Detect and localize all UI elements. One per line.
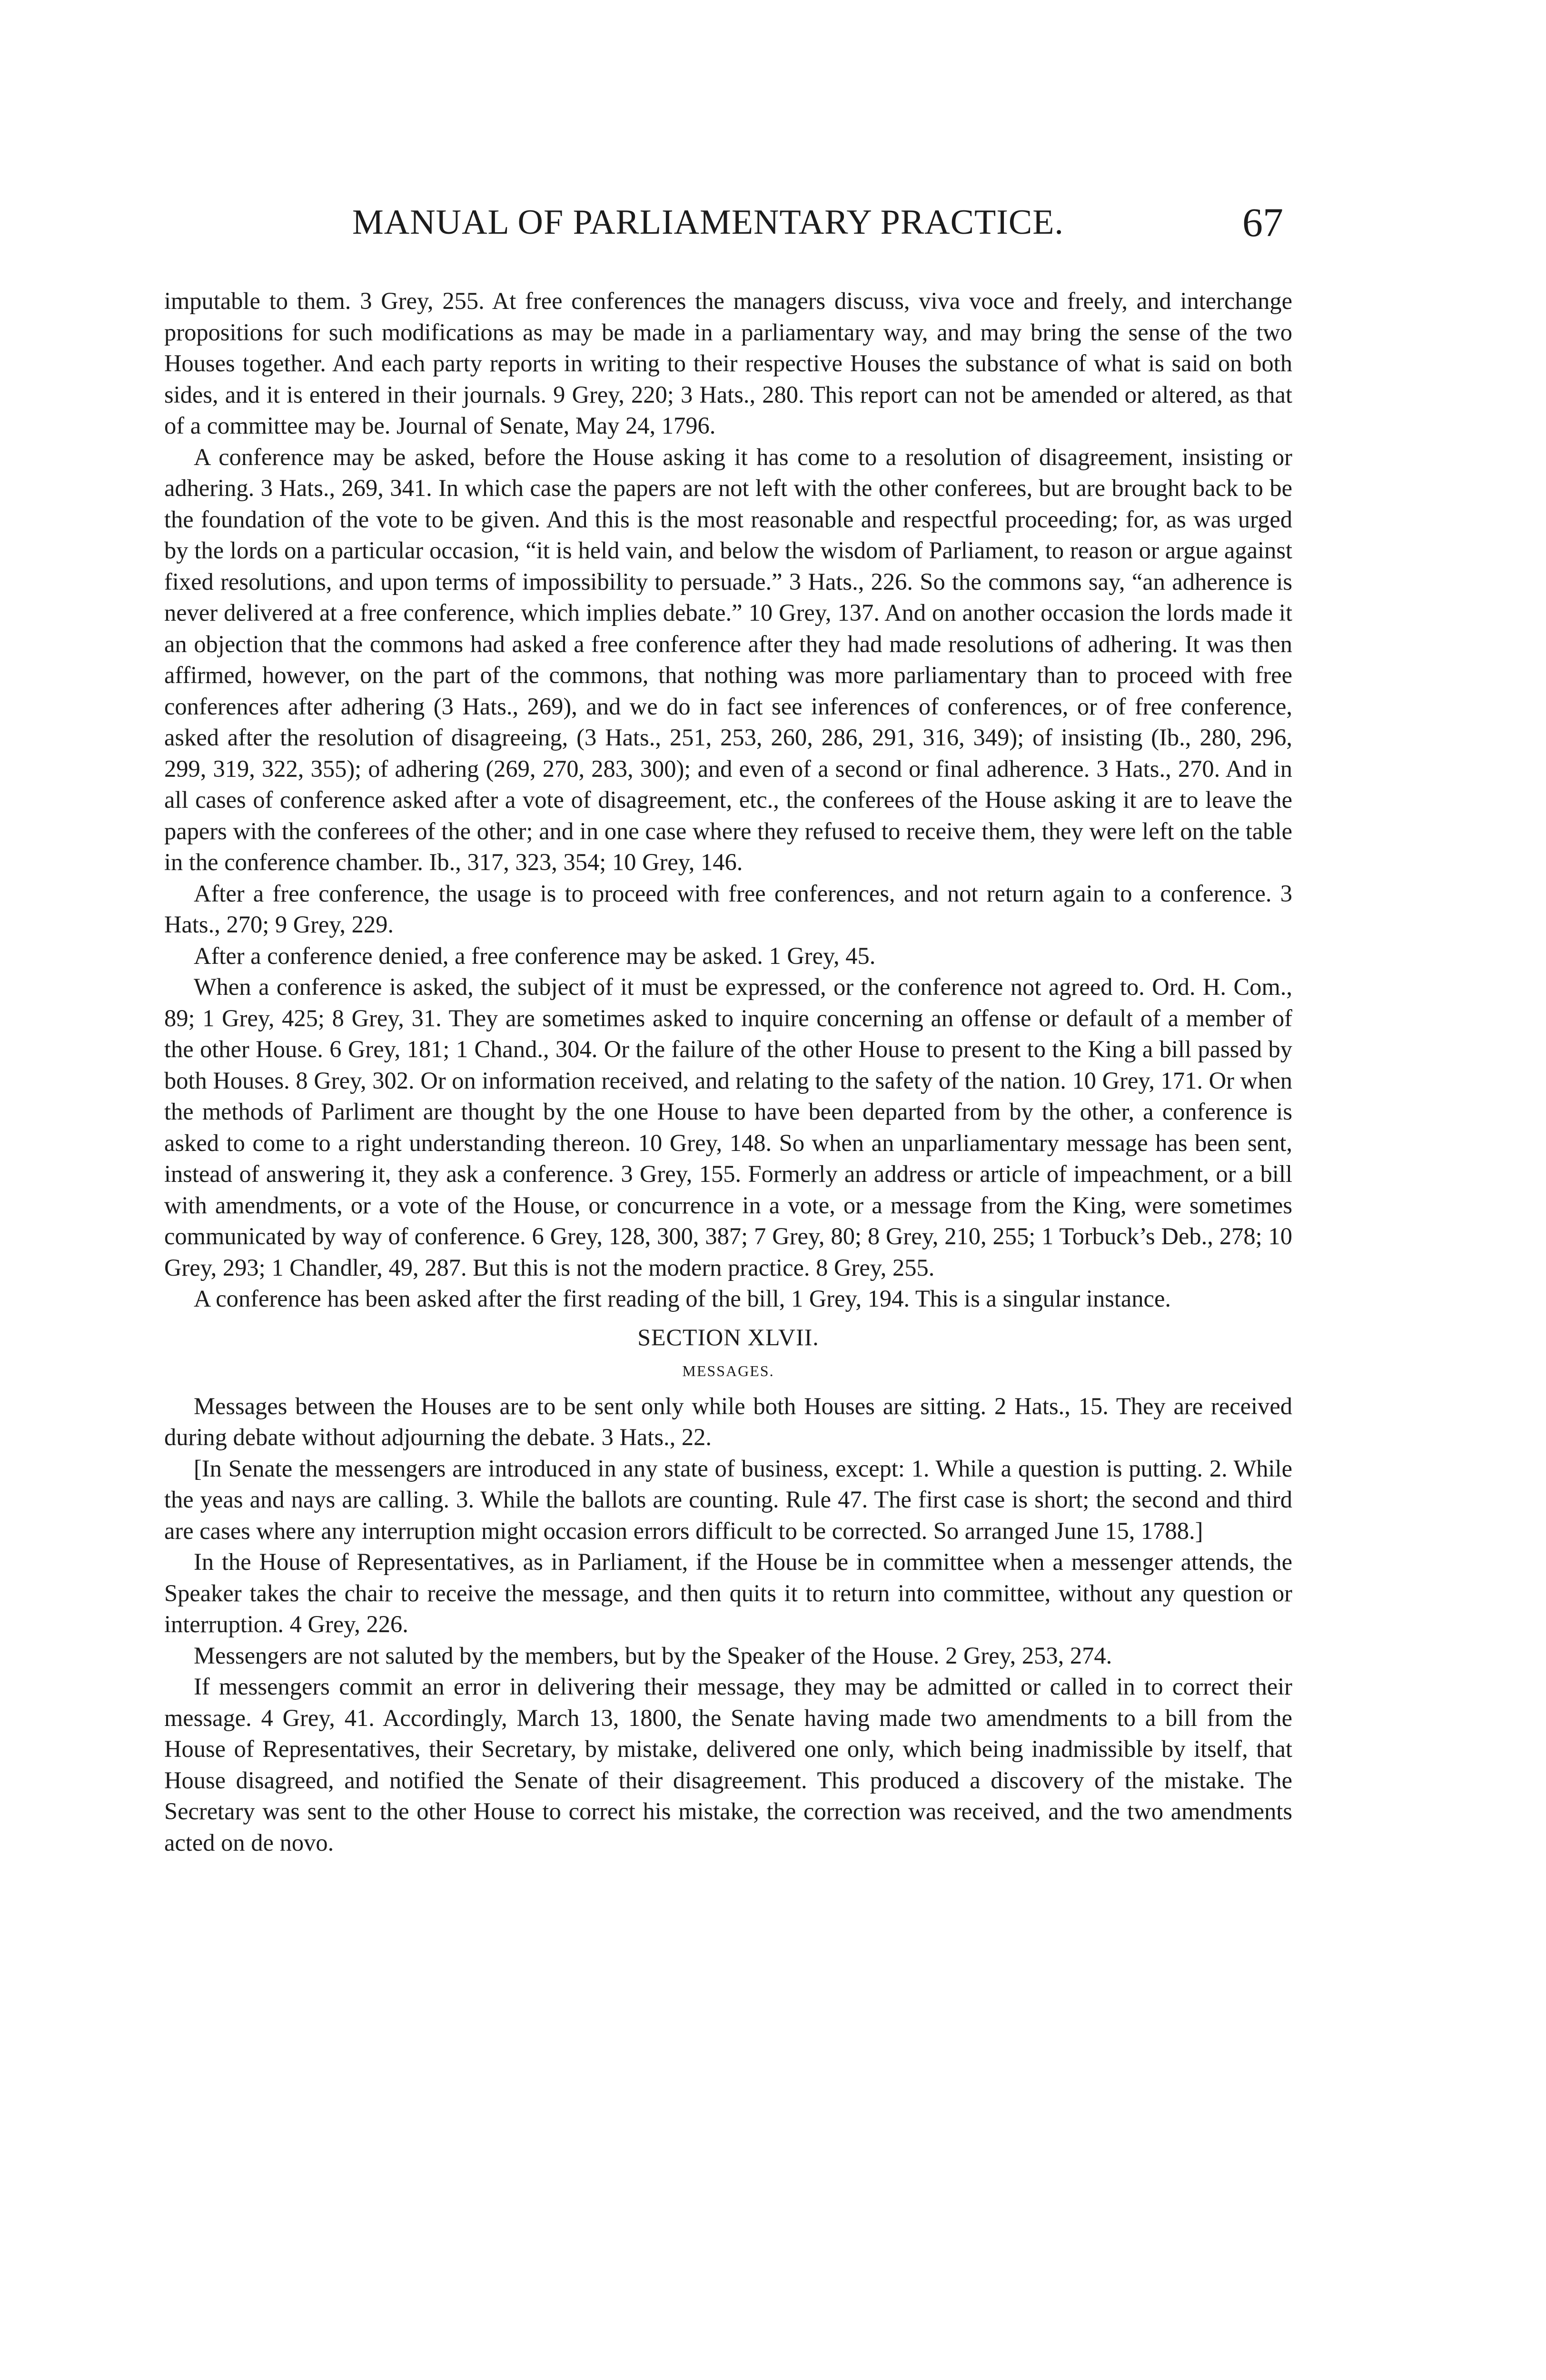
paragraph: Messages between the Houses are to be sent only while both Houses are sitting. 2 Hats., 15. They are received during debate without adjourning the debate. 3 Hats., 22.	[164, 1392, 1292, 1450]
paragraph: After a free conference, the usage is to proceed with free conferences, and not return again to a conference. 3 Hats., 270; 9 Grey, 229.	[164, 880, 1292, 938]
page-number: 67	[1242, 199, 1283, 245]
paragraph: [In Senate the messengers are introduced in any state of business, except: 1. While a question is putting. 2. While the yeas and nays are calling. 3. While the ballots are counting. Rule 47. The first case is short; the second and third are cases where any interruption might occasion errors difficult to be corrected. So arranged June 15, 1788.]	[164, 1455, 1292, 1544]
paragraph: After a conference denied, a free conference may be asked. 1 Grey, 45.	[194, 942, 876, 969]
paragraph: In the House of Representatives, as in Parliament, if the House be in committee when a messenger attends, the Speaker takes the chair to receive the message, and then quits it to return into committee, without any question or interruption. 4 Grey, 226.	[164, 1548, 1292, 1637]
body-text	[164, 286, 1292, 1858]
running-head: MANUAL OF PARLIAMENTARY PRACTICE.	[352, 203, 1064, 242]
page-header	[352, 199, 1304, 259]
section-heading: SECTION XLVII.	[637, 1323, 819, 1350]
paragraph: imputable to them. 3 Grey, 255. At free conferences the managers discuss, viva voce and freely, and interchange propositions for such modifications as may be made in a parliamentary way, and may bring the sense of the two Houses together. And each party reports in writing to their respective Houses the substance of what is said on both sides, and it is entered in their journals. 9 Grey, 220; 3 Hats., 280. This report can not be amended or altered, as that of a committee may be. Journal of Senate, May 24, 1796.	[164, 288, 1292, 439]
section-subheading: MESSAGES.	[682, 1362, 774, 1379]
paragraph: A conference may be asked, before the House asking it has come to a resolution of disagreement, insisting or adhering. 3 Hats., 269, 341. In which case the papers are not left with the other conferees, but are brought back to be the foundation of the vote to be given. And this is the most reasonable and respectful proceeding; for, as was urged by the lords on a particular occasion, “it is held vain, and below the wisdom of Parliament, to reason or argue against fixed resolutions, and upon terms of impossibility to persuade.” 3 Hats., 226. So the commons say, “an adherence is never delivered at a free conference, which implies debate.” 10 Grey, 137. And on another occasion the lords made it an objection that the commons had asked a free conference after they had made resolutions of adhering. It was then affirmed, however, on the part of the commons, that nothing was more parliamentary than to proceed with free conferences after adhering (3 Hats., 269), and we do in fact see inferences of conferences, or of free conference, asked after the resolution of disagreeing, (3 Hats., 251, 253, 260, 286, 291, 316, 349); of insisting (Ib., 280, 296, 299, 319, 322, 355); of adhering (269, 270, 283, 300); and even of a second or final adherence. 3 Hats., 270. And in all cases of conference asked after a vote of disagreement, etc., the conferees of the House asking it are to leave the papers with the conferees of the other; and in one case where they refused to receive them, they were left on the table in the conference chamber. Ib., 317, 323, 354; 10 Grey, 146.	[164, 443, 1292, 875]
paragraph: Messengers are not saluted by the members, but by the Speaker of the House. 2 Grey, 253, 274.	[194, 1642, 1112, 1669]
paragraph: A conference has been asked after the first reading of the bill, 1 Grey, 194. This is a singular instance.	[194, 1285, 1171, 1312]
paragraph: When a conference is asked, the subject of it must be expressed, or the conference not agreed to. Ord. H. Com., 89; 1 Grey, 425; 8 Grey, 31. They are sometimes asked to inquire concerning an offense or default of a member of the other House. 6 Grey, 181; 1 Chand., 304. Or the failure of the other House to present to the King a bill passed by both Houses. 8 Grey, 302. Or on information received, and relating to the safety of the nation. 10 Grey, 171. Or when the methods of Parliment are thought by the one House to have been departed from by the other, a conference is asked to come to a right understanding thereon. 10 Grey, 148. So when an unparliamentary message has been sent, instead of answering it, they ask a conference. 3 Grey, 155. Formerly an address or article of impeachment, or a bill with amendments, or a vote of the House, or concurrence in a vote, or a message from the King, were sometimes communicated by way of conference. 6 Grey, 128, 300, 387; 7 Grey, 80; 8 Grey, 210, 255; 1 Torbuck’s Deb., 278; 10 Grey, 293; 1 Chandler, 49, 287. But this is not the modern practice. 8 Grey, 255.	[164, 973, 1292, 1281]
paragraph: If messengers commit an error in delivering their message, they may be admitted or called in to correct their message. 4 Grey, 41. Accordingly, March 13, 1800, the Senate having made two amendments to a bill from the House of Representatives, their Secretary, by mistake, delivered one only, which being inadmissible by itself, that House disagreed, and notified the Senate of their disagreement. This produced a discovery of the mistake. The Secretary was sent to the other House to correct his mistake, the correction was received, and the two amendments acted on de novo.	[164, 1673, 1292, 1856]
